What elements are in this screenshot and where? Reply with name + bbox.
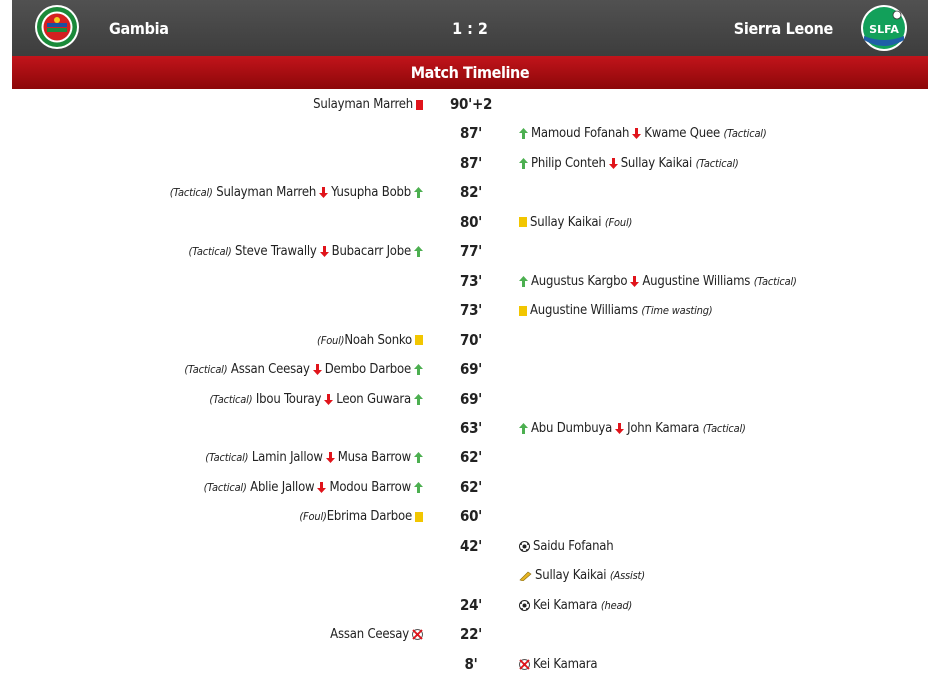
- event-minute: 62': [459, 448, 482, 467]
- slfa-crest-icon: [859, 4, 909, 52]
- player-name[interactable]: Noah Sonko: [344, 332, 412, 348]
- home-event: [317, 333, 426, 348]
- player-out-name[interactable]: John Kamara: [627, 420, 700, 436]
- timeline-row: [0, 591, 936, 620]
- event-note: (Tactical): [205, 451, 249, 465]
- home-event: [313, 97, 426, 112]
- event-minute: 73': [459, 301, 482, 320]
- event-minute: 69': [459, 389, 482, 408]
- sub-out-arrow-icon: [630, 276, 639, 287]
- match-score: 1 : 2: [452, 19, 488, 38]
- event-note: (Tactical): [203, 480, 247, 494]
- event-note: (Tactical): [169, 186, 213, 200]
- event-note: (Tactical): [723, 127, 767, 141]
- player-name[interactable]: Kei Kamara: [533, 597, 598, 613]
- timeline-row: [0, 532, 936, 561]
- yellow-card-icon: [415, 512, 423, 522]
- sub-out-arrow-icon: [319, 187, 328, 198]
- player-in-name[interactable]: Augustus Kargbo: [531, 273, 628, 289]
- timeline-title-bar: [12, 56, 928, 89]
- player-name[interactable]: Saidu Fofanah: [533, 538, 614, 554]
- event-note: (Tactical): [702, 421, 746, 435]
- player-in-name[interactable]: Musa Barrow: [337, 450, 411, 466]
- player-in-name[interactable]: Mamoud Fofanah: [531, 126, 630, 142]
- timeline-row: [0, 355, 936, 384]
- event-minute: 80': [459, 212, 482, 231]
- event-note: (Foul): [299, 510, 327, 524]
- player-out-name[interactable]: Sullay Kaikai: [620, 155, 693, 171]
- soccer-ball-icon: [519, 541, 530, 552]
- player-name[interactable]: Sullay Kaikai: [530, 214, 602, 230]
- sub-out-arrow-icon: [320, 246, 329, 257]
- player-out-name[interactable]: Ablie Jallow: [250, 479, 315, 495]
- sub-in-arrow-icon: [414, 452, 423, 463]
- player-name[interactable]: Assan Ceesay: [330, 627, 409, 643]
- sub-out-arrow-icon: [326, 452, 335, 463]
- home-event: [299, 509, 426, 524]
- player-in-name[interactable]: Modou Barrow: [329, 479, 411, 495]
- player-out-name[interactable]: Kwame Quee: [644, 126, 720, 142]
- away-team-name[interactable]: Sierra Leone: [733, 19, 833, 38]
- player-name[interactable]: Augustine Williams: [530, 303, 638, 319]
- event-minute: 22': [459, 625, 482, 644]
- sub-in-arrow-icon: [414, 394, 423, 405]
- sub-in-arrow-icon: [519, 128, 528, 139]
- event-minute: 87': [459, 124, 482, 143]
- player-out-name[interactable]: Sulayman Marreh: [216, 185, 317, 201]
- away-event: [516, 215, 632, 230]
- event-note: (head): [600, 598, 633, 612]
- timeline-row: [0, 326, 936, 355]
- event-minute: 73': [459, 271, 482, 290]
- soccer-ball-icon: [519, 600, 530, 611]
- yellow-card-icon: [519, 217, 527, 227]
- timeline-title: Match Timeline: [410, 63, 530, 82]
- sub-out-arrow-icon: [317, 482, 326, 493]
- timeline-row: [0, 267, 936, 296]
- timeline-row: [0, 561, 936, 590]
- player-in-name[interactable]: Leon Guwara: [336, 391, 411, 407]
- away-event: [516, 539, 614, 554]
- timeline-row: [0, 90, 936, 119]
- sub-out-arrow-icon: [632, 128, 641, 139]
- event-minute: 8': [464, 654, 478, 673]
- away-event: [516, 657, 597, 672]
- sub-out-arrow-icon: [313, 364, 322, 375]
- event-minute: 82': [459, 183, 482, 202]
- match-header: [12, 0, 928, 56]
- event-minute: 77': [459, 242, 482, 261]
- sub-in-arrow-icon: [414, 246, 423, 257]
- event-note: (Foul): [604, 215, 633, 229]
- timeline-row: [0, 620, 936, 649]
- event-minute: 63': [459, 418, 482, 437]
- away-event: [516, 303, 712, 318]
- player-out-name[interactable]: Lamin Jallow: [251, 450, 323, 466]
- player-name[interactable]: Ebrima Darboe: [326, 509, 412, 525]
- event-note: (Tactical): [695, 156, 739, 170]
- player-out-name[interactable]: Ibou Touray: [255, 391, 322, 407]
- sub-in-arrow-icon: [519, 423, 528, 434]
- home-event: [184, 362, 426, 377]
- sub-out-arrow-icon: [615, 423, 624, 434]
- sub-in-arrow-icon: [414, 482, 423, 493]
- player-in-name[interactable]: Dembo Darboe: [324, 362, 411, 378]
- player-in-name[interactable]: Yusupha Bobb: [331, 185, 411, 201]
- away-event: [516, 568, 645, 583]
- sub-out-arrow-icon: [609, 158, 618, 169]
- slfa-logo-text: SLFA: [869, 23, 899, 36]
- timeline-row: [0, 650, 936, 679]
- timeline-row: [0, 414, 936, 443]
- event-note: (Tactical): [753, 274, 797, 288]
- home-event: [205, 450, 426, 465]
- event-note: (Tactical): [188, 245, 232, 259]
- player-out-name[interactable]: Assan Ceesay: [230, 362, 310, 378]
- timeline-row: [0, 149, 936, 178]
- missed-penalty-icon: [519, 659, 530, 670]
- away-event: [516, 598, 632, 613]
- yellow-card-icon: [415, 335, 423, 345]
- timeline-row: [0, 296, 936, 325]
- home-team-name[interactable]: Gambia: [109, 19, 169, 38]
- player-name[interactable]: Sullay Kaikai: [535, 568, 607, 584]
- player-in-name[interactable]: Abu Dumbuya: [531, 420, 613, 436]
- player-name[interactable]: Sulayman Marreh: [313, 97, 413, 112]
- red-card-icon: [416, 100, 423, 110]
- event-note: (Foul): [317, 333, 345, 347]
- event-note: (Assist): [609, 569, 645, 583]
- player-out-name[interactable]: Steve Trawally: [235, 244, 317, 260]
- player-name[interactable]: Kei Kamara: [533, 656, 598, 672]
- sub-in-arrow-icon: [519, 276, 528, 287]
- timeline-row: [0, 119, 936, 148]
- yellow-card-icon: [519, 306, 527, 316]
- away-event: [516, 274, 797, 289]
- event-minute: 42': [459, 536, 482, 555]
- timeline-row: [0, 178, 936, 207]
- event-minute: 62': [459, 477, 482, 496]
- event-note: (Tactical): [209, 392, 253, 406]
- event-minute: 69': [459, 360, 482, 379]
- event-note: (Tactical): [184, 363, 228, 377]
- boot-assist-icon: [519, 570, 532, 581]
- home-event: [189, 244, 426, 259]
- missed-penalty-icon: [412, 629, 423, 640]
- timeline-row: [0, 443, 936, 472]
- event-minute: 87': [459, 153, 482, 172]
- timeline-row: [0, 237, 936, 266]
- event-minute: 60': [459, 507, 482, 526]
- sub-in-arrow-icon: [414, 187, 423, 198]
- event-note: (Time wasting): [641, 304, 713, 318]
- event-minute: 24': [459, 595, 482, 614]
- event-minute: 90'+2: [449, 95, 493, 113]
- timeline-row: [0, 385, 936, 414]
- home-event: [204, 480, 426, 495]
- sub-in-arrow-icon: [519, 158, 528, 169]
- home-event: [170, 185, 426, 200]
- home-event: [209, 392, 426, 407]
- sub-in-arrow-icon: [414, 364, 423, 375]
- timeline-row: [0, 502, 936, 531]
- player-out-name[interactable]: Augustine Williams: [642, 273, 751, 289]
- home-event: [330, 627, 426, 642]
- player-in-name[interactable]: Bubacarr Jobe: [331, 244, 411, 260]
- sub-out-arrow-icon: [324, 394, 333, 405]
- timeline-row: [0, 473, 936, 502]
- timeline-row: [0, 208, 936, 237]
- event-minute: 70': [459, 330, 482, 349]
- away-event: [516, 421, 746, 436]
- player-in-name[interactable]: Philip Conteh: [531, 155, 606, 171]
- away-event: [516, 126, 767, 141]
- away-event: [516, 156, 739, 171]
